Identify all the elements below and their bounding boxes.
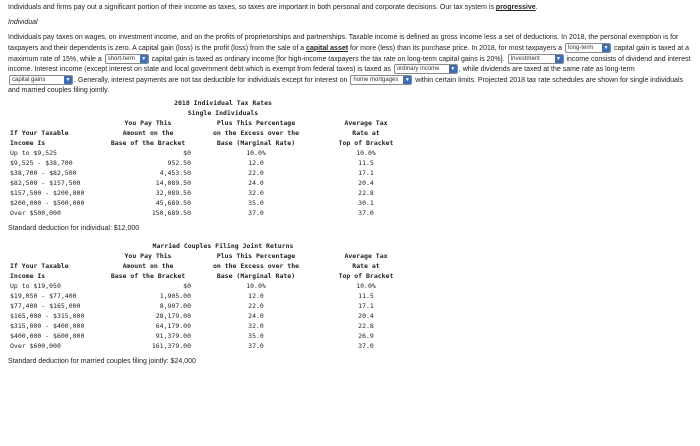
bracket-range-cell: $315,000 - $400,000 (10, 321, 85, 330)
table-row (10, 341, 411, 351)
chevron-down-icon: ▼ (556, 55, 561, 62)
header-cell: on the Excess over the (212, 128, 300, 137)
dropdown-value: long-term (568, 44, 594, 51)
para-part-8: within certain limits. Projected 2018 tax rate schedules are shown for single individuals and married couples filing jointly. (8, 77, 683, 94)
marginal-rate-cell: 10.0% (246, 281, 266, 290)
base-amount-cell: 14,089.50 (155, 178, 191, 187)
married-tax-table (10, 241, 411, 351)
bracket-range-cell: $400,000 - $600,000 (10, 331, 85, 340)
bracket-range-cell: $165,000 - $315,000 (10, 311, 85, 320)
dropdown-value: capital gains (12, 77, 46, 84)
base-amount-cell: $0 (183, 148, 191, 157)
single-table-body (10, 148, 411, 218)
chevron-down-icon: ▼ (404, 77, 410, 84)
bracket-range-cell: $77,400 - $165,000 (10, 301, 81, 310)
bracket-range-cell: Over $500,000 (10, 208, 61, 217)
header-cell: Plus This Percentage (216, 118, 296, 127)
marginal-rate-cell: 35.0 (248, 198, 264, 207)
average-rate-cell: 17.1 (358, 168, 374, 177)
single-tax-table (10, 98, 411, 218)
bracket-range-cell: $82,500 - $157,500 (10, 178, 81, 187)
base-amount-cell: 91,379.00 (155, 331, 191, 340)
married-table-caption: Married Couples Filing Joint Returns (152, 241, 294, 250)
base-amount-cell: 28,179.00 (155, 311, 191, 320)
dropdown-value: home mortgages (353, 77, 399, 84)
table-row (10, 168, 411, 178)
marginal-rate-cell: 32.0 (248, 321, 264, 330)
table-row (10, 188, 411, 198)
header-cell: Base (Marginal Rate) (216, 138, 296, 147)
intro-keyword[interactable]: progressive (495, 4, 536, 11)
header-cell: If Your Taxable (10, 261, 69, 270)
header-cell (10, 118, 105, 128)
average-rate-cell: 22.8 (358, 188, 374, 197)
base-amount-cell: $0 (183, 281, 191, 290)
body-paragraph (8, 33, 692, 96)
bracket-range-cell: $9,525 - $38,700 (10, 158, 73, 167)
header-cell: Base of the Bracket (110, 271, 186, 280)
header-cell: Base of the Bracket (110, 138, 186, 147)
header-cell: You Pay This (124, 251, 172, 260)
income-type-dropdown[interactable] (508, 54, 564, 64)
intro-after: . (535, 4, 538, 11)
average-rate-cell: 17.1 (358, 301, 374, 310)
header-cell: Plus This Percentage (216, 251, 296, 260)
single-standard-deduction: Standard deduction for individual: $12,000 (8, 224, 140, 232)
intro-before: Individuals and firms pay out a significant portion of their income as taxes, so taxes are important in both personal and corporate decisions. Our tax system is (8, 4, 496, 11)
deductible-interest-dropdown[interactable] (350, 75, 412, 85)
average-rate-cell: 22.8 (358, 321, 374, 330)
header-cell: Top of Bracket (338, 138, 394, 147)
bracket-range-cell: $38,700 - $82,500 (10, 168, 77, 177)
bracket-range-cell: Over $600,000 (10, 341, 61, 350)
average-rate-cell: 11.5 (358, 158, 374, 167)
single-table-caption: 2018 Individual Tax Rates (174, 98, 272, 107)
base-amount-cell: 150,689.50 (151, 208, 191, 217)
base-amount-cell: 32,089.50 (155, 188, 191, 197)
average-rate-cell: 11.5 (358, 291, 374, 300)
dropdown-value: ordinary income (396, 66, 440, 73)
average-rate-cell: 37.0 (358, 341, 374, 350)
table-row (10, 281, 411, 291)
single-table-subcaption: Single Individuals (187, 108, 259, 117)
dividend-tax-dropdown[interactable] (9, 75, 73, 85)
para-part-6: , while dividends are taxed at the same rate as long-term (458, 66, 635, 74)
base-amount-cell: 8,907.00 (159, 301, 191, 310)
table-row (10, 311, 411, 321)
average-rate-cell: 10.0% (356, 148, 376, 157)
base-amount-cell: 45,689.50 (155, 198, 191, 207)
marginal-rate-cell: 37.0 (248, 208, 264, 217)
bracket-range-cell: Up to $9,525 (10, 148, 57, 157)
bracket-range-cell: $157,500 - $200,000 (10, 188, 85, 197)
para-part-5: income consists of dividend and interest income. Interest income (except interest on state and local government debt which is exempt from federal taxes) is taxed as (8, 55, 691, 74)
chevron-down-icon: ▼ (141, 55, 147, 62)
marginal-rate-cell: 35.0 (248, 331, 264, 340)
bracket-range-cell: $200,000 - $500,000 (10, 198, 85, 207)
capital-asset-link[interactable]: capital asset (306, 44, 349, 52)
bracket-range-cell: $19,050 - $77,400 (10, 291, 77, 300)
gain-type-dropdown-2[interactable] (105, 54, 149, 64)
marginal-rate-cell: 12.0 (248, 291, 264, 300)
table-row (10, 198, 411, 208)
marginal-rate-cell: 10.0% (246, 148, 266, 157)
marginal-rate-cell: 24.0 (248, 178, 264, 187)
base-amount-cell: 4,453.50 (159, 168, 191, 177)
average-rate-cell: 20.4 (358, 178, 374, 187)
header-cell: Top of Bracket (338, 271, 394, 280)
para-part-4: capital gain is taxed as ordinary income [for high-income taxpayers the tax rate on long-term capital gains is 20%]. (149, 55, 507, 63)
marginal-rate-cell: 37.0 (248, 341, 264, 350)
married-standard-deduction: Standard deduction for married couples filing jointly: $24,000 (8, 357, 196, 365)
average-rate-cell: 37.0 (358, 208, 374, 217)
table-row (10, 331, 411, 341)
average-rate-cell: 26.9 (358, 331, 374, 340)
gain-type-dropdown-1[interactable] (565, 43, 611, 53)
header-cell: If Your Taxable (10, 128, 69, 137)
header-cell: Amount on the (122, 128, 174, 137)
header-cell: Rate at (352, 261, 380, 270)
bracket-range-cell: Up to $19,050 (10, 281, 61, 290)
chevron-down-icon: ▼ (450, 66, 456, 73)
marginal-rate-cell: 12.0 (248, 158, 264, 167)
header-cell: Amount on the (122, 261, 174, 270)
interest-tax-dropdown[interactable] (394, 64, 458, 74)
header-cell: Base (Marginal Rate) (216, 271, 296, 280)
para-part-3: capital gain is taxed at a maximum rate of 15%, while a (8, 44, 690, 63)
table-row (10, 158, 411, 168)
average-rate-cell: 20.4 (358, 311, 374, 320)
marginal-rate-cell: 22.0 (248, 168, 264, 177)
header-cell: on the Excess over the (212, 261, 300, 270)
table-row (10, 208, 411, 218)
average-rate-cell: 30.1 (358, 198, 374, 207)
chevron-down-icon: ▼ (603, 44, 609, 51)
married-table-body (10, 281, 411, 351)
base-amount-cell: 1,905.00 (159, 291, 191, 300)
marginal-rate-cell: 32.0 (248, 188, 264, 197)
header-cell: Income Is (10, 138, 46, 147)
dropdown-value: short-term (107, 55, 136, 62)
header-cell: You Pay This (124, 118, 172, 127)
section-title: Individual (8, 18, 38, 26)
marginal-rate-cell: 24.0 (248, 311, 264, 320)
average-rate-cell: 10.0% (356, 281, 376, 290)
marginal-rate-cell: 22.0 (248, 301, 264, 310)
table-row (10, 291, 411, 301)
header-cell: Income Is (10, 271, 46, 280)
para-part-1: Individuals pay taxes on wages, on investment income, and on the profits of proprietorships and partnerships. Taxable income is defined as gross income less a set of deductions. In 2018, the personal exemption is for taxpayers and their dependents is zero. A capital gain (loss) is the profit (loss) from the sale of a (8, 33, 679, 52)
chevron-down-icon: ▼ (65, 77, 71, 84)
table-row (10, 321, 411, 331)
table-row (10, 301, 411, 311)
table-row (10, 178, 411, 188)
base-amount-cell: 161,379.00 (151, 341, 191, 350)
dropdown-value: Investment (510, 55, 540, 62)
header-cell (10, 251, 105, 261)
header-cell: Average Tax (344, 251, 388, 260)
base-amount-cell: 952.50 (167, 158, 191, 167)
para-part-7: . Generally, interest payments are not tax deductible for individuals except for interest on (74, 77, 350, 84)
intro-text (8, 3, 692, 13)
header-cell: Rate at (352, 128, 380, 137)
base-amount-cell: 64,179.00 (155, 321, 191, 330)
table-row (10, 148, 411, 158)
para-part-2: for more (less) than its purchase price. In 2018, for most taxpayers a (348, 44, 565, 52)
header-cell: Average Tax (344, 118, 388, 127)
